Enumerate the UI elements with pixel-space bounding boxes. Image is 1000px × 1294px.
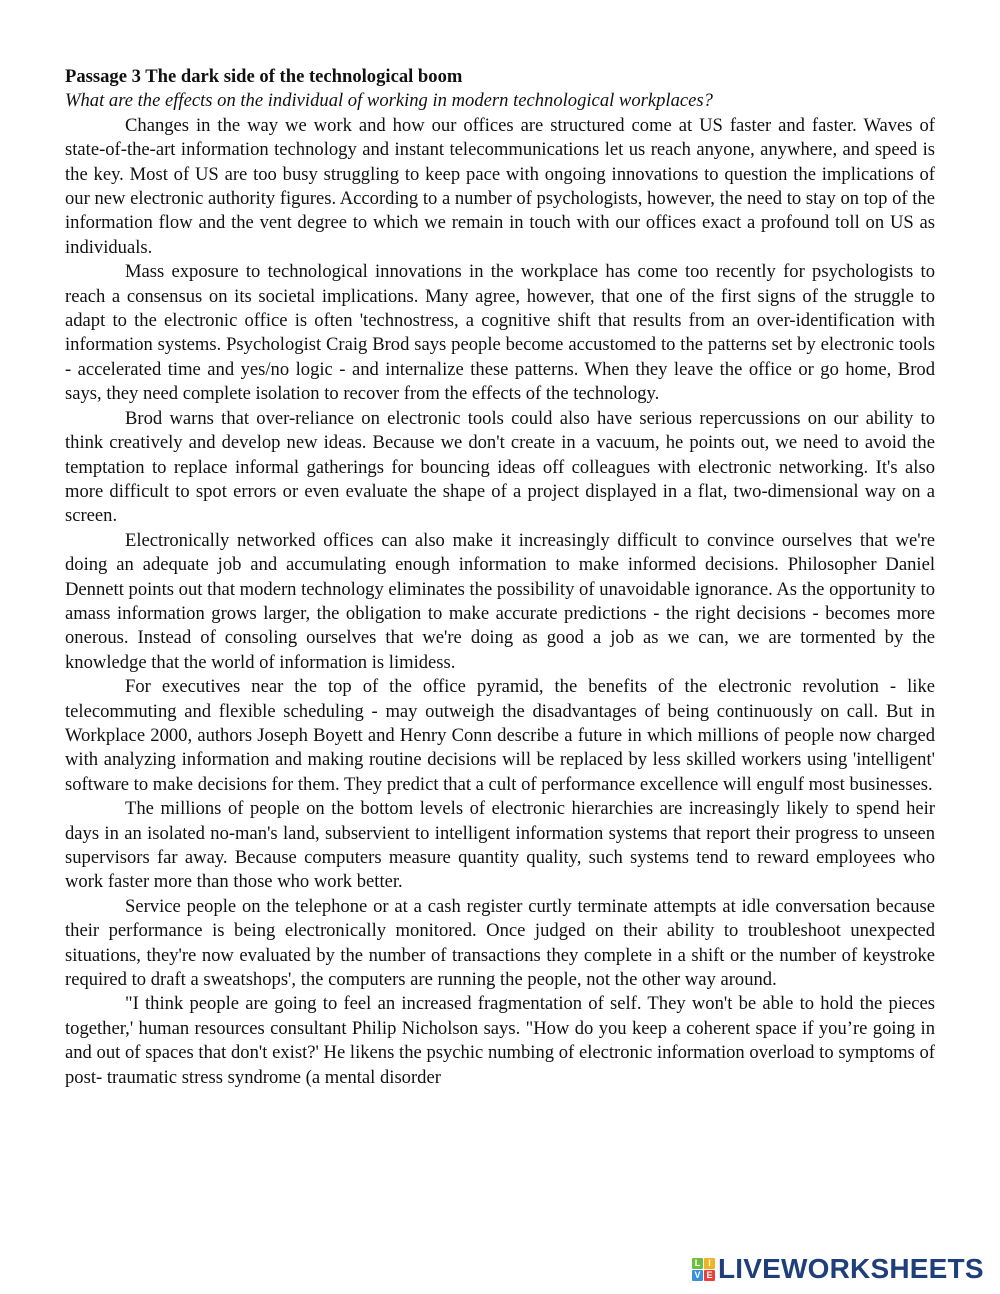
logo-block-i: I <box>704 1258 715 1269</box>
logo-block-l: L <box>692 1258 703 1269</box>
passage-title: Passage 3 The dark side of the technological boom <box>65 66 463 87</box>
paragraph-5: For executives near the top of the office pyramid, the benefits of the electronic revolution - like telecommuting and flexible scheduling - may outweigh the disadvantages of being continuously on call. But in Workplace 2000, authors Joseph Boyett and Henry Conn describe a future in which millions of people now charged with analyzing information and making routine decisions will be replaced by less skilled workers using 'intelligent' software to make decisions for them. They predict that a cult of performance excellence will engulf most businesses. <box>65 676 935 795</box>
paragraph-3: Brod warns that over-reliance on electronic tools could also have serious repercussions on our ability to think creatively and develop new ideas. Because we don't create in a vacuum, he points out, we need to avoid the temptation to replace informal gatherings for bouncing ideas off colleagues with electronic networking. It's also more difficult to spot errors or even evaluate the shape of a project displayed in a flat, two-dimensional way on a screen. <box>65 407 935 527</box>
worksheet-page <box>65 65 935 1090</box>
paragraph-8: "I think people are going to feel an increased fragmentation of self. They won't be able to hold the pieces together,' human resources consultant Philip Nicholson says. "How do you keep a coherent space if you’re going in and out of spaces that don't exist?' He likens the psychic numbing of electronic information overload to symptoms of post- traumatic stress syndrome (a mental disorder <box>65 993 935 1088</box>
logo-block-v: V <box>692 1270 703 1281</box>
live-blocks-icon <box>692 1258 715 1281</box>
passage-question: What are the effects on the individual of working in modern technological workplaces? <box>65 90 713 112</box>
paragraph-1: Changes in the way we work and how our offices are structured come at US faster and faster. Waves of state-of-the-art information technology and instant telecommunications let us reach anyone, anywhere, and speed is the key. Most of US are too busy struggling to keep pace with ongoing innovations to question the implications of our new electronic authority figures. According to a number of psychologists, however, the need to stay on top of the information flow and the vent degree to which we remain in touch with our offices exact a profound toll on US as individuals. <box>65 114 935 258</box>
paragraph-7: Service people on the telephone or at a cash register curtly terminate attempts at idle conversation because their performance is being electronically monitored. Once judged on their ability to troubleshoot unexpected situations, they're now evaluated by the number of transactions they complete in a shift or the number of keystroke required to draft a sweatshops', the computers are running the people, not the other way around. <box>65 895 935 991</box>
paragraph-6: The millions of people on the bottom levels of electronic hierarchies are increasingly likely to spend heir days in an isolated no-man's land, subservient to intelligent information systems that report their progress to unseen supervisors far away. Because computers measure quantity quality, such systems tend to reward employees who work faster more than those who work better. <box>65 798 935 893</box>
brand-wordmark: LIVEWORKSHEETS <box>718 1253 984 1284</box>
liveworksheets-logo <box>692 1255 984 1283</box>
logo-block-e: E <box>704 1270 715 1281</box>
paragraph-2: Mass exposure to technological innovations in the workplace has come too recently for psychologists to reach a consensus on its societal implications. Many agree, however, that one of the first signs of the struggle to adapt to the electronic office is often 'technostress, a cognitive shift that results from an over-identification with information systems. Psychologist Craig Brod says people become accustomed to the patterns set by electronic tools - accelerated time and yes/no logic - and internalize these patterns. When they leave the office or go home, Brod says, they need complete isolation to recover from the effects of the technology. <box>65 261 935 405</box>
paragraph-4: Electronically networked offices can also make it increasingly difficult to convince ourselves that we're doing an adequate job and accumulating enough information to make informed decisions. Philosopher Daniel Dennett points out that modern technology eliminates the possibility of unavoidable ignorance. As the opportunity to amass information grows larger, the obligation to make accurate predictions - the right decisions - becomes more onerous. Instead of consoling ourselves that we're doing as good a job as we can, we are tormented by the knowledge that the world of information is limidess. <box>65 529 935 673</box>
